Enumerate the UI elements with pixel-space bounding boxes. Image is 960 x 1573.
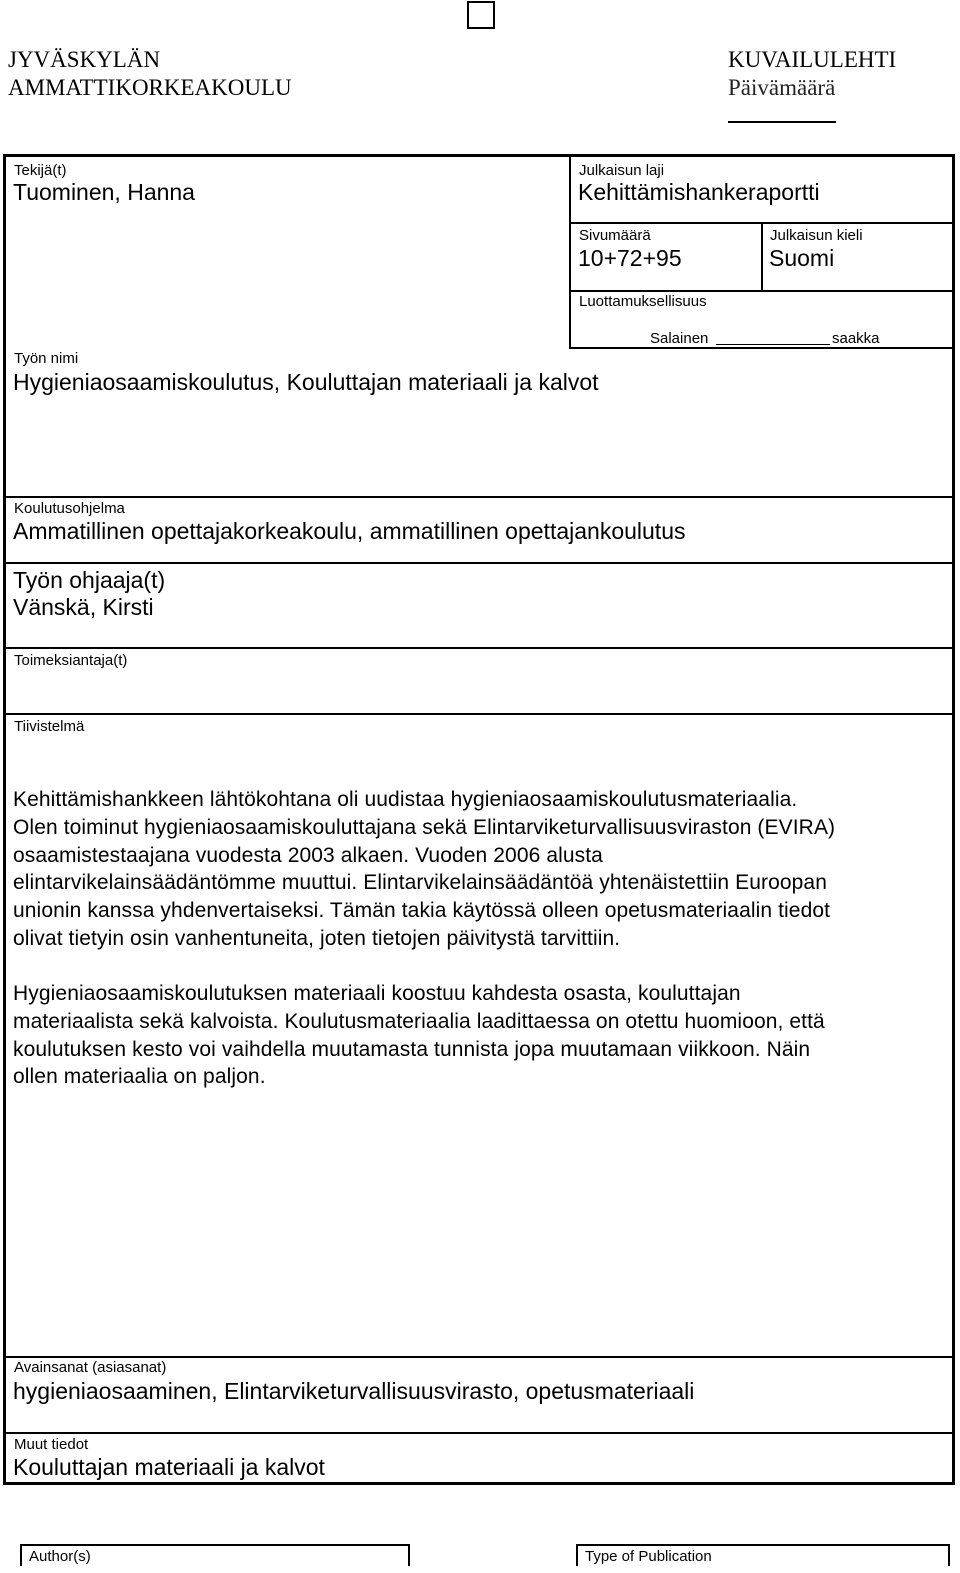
program-label: Koulutusohjelma [14,500,125,517]
column-divider [569,154,571,349]
divider [4,713,954,715]
divider [569,347,953,349]
pages-label: Sivumäärä [579,227,651,244]
language-value: Suomi [769,245,835,271]
other-info-label: Muut tiedot [14,1436,89,1453]
keywords-value: hygieniaosaaminen, Elintarviketurvallisuusvirasto, opetusmateriaali [13,1378,695,1404]
author-label: Tekijä(t) [14,162,67,179]
abstract-line: elintarvikelainsäädäntömme muuttui. Elintarvikelainsäädäntöä yhtenäistettiin Euroopan [13,871,827,895]
abstract-line: Olen toiminut hygieniaosaamiskouluttajana sekä Elintarviketurvallisuusviraston (EVIRA) [13,815,836,839]
pubtype-en-box [576,1544,950,1566]
other-info-value: Kouluttajan materiaali ja kalvot [13,1454,325,1480]
abstract-line: Kehittämishankkeen lähtökohtana oli uudistaa hygieniaosaamiskoulutusmateriaalia. [13,788,798,811]
abstract-label: Tiivistelmä [14,718,85,735]
pubtype-en-label: Type of Publication [585,1548,712,1565]
author-en-box [20,1544,410,1566]
secret-until-line [716,344,830,345]
checkbox[interactable] [467,1,495,29]
column-divider [761,222,763,292]
supervisor-label: Työn ohjaaja(t) [13,567,166,593]
institution-name: JYVÄSKYLÄN AMMATTIKORKEAKOULU [8,47,292,100]
abstract-paragraph-2 [13,980,825,1091]
confidentiality-label: Luottamuksellisuus [579,293,707,310]
date-label: Päivämäärä [728,75,836,100]
abstract-paragraph-1 [13,786,835,953]
language-label: Julkaisun kieli [770,227,863,244]
date-line [728,121,836,123]
abstract-line: unionin kanssa yhdenvertaiseksi. Tämän takia käytössä olleen opetusmateriaalin tiedot [13,899,831,923]
abstract-line: materiaalista sekä kalvoista. Koulutusmateriaalia laadittaessa on otettu huomioon, että [13,1009,825,1033]
commissioner-label: Toimeksiantaja(t) [14,652,128,669]
secret-label: Salainen [650,330,709,347]
author-value: Tuominen, Hanna [13,179,195,205]
divider [4,1356,954,1358]
pages-value: 10+72+95 [578,245,682,271]
divider [4,496,954,498]
divider [4,647,954,649]
publication-type-label: Julkaisun laji [579,162,665,179]
title-value: Hygieniaosaamiskoulutus, Kouluttajan materiaali ja kalvot [13,369,599,395]
until-label: saakka [832,330,880,347]
abstract-line: koulutuksen kesto voi vaihdella muutamasta tunnista jopa muutamaan viikkoon. Näin [13,1037,811,1061]
publication-type-value: Kehittämishankeraportti [578,179,820,205]
keywords-label: Avainsanat (asiasanat) [14,1359,167,1376]
divider [569,290,953,292]
abstract-line: osaamistestaajana vuodesta 2003 alkaen. Vuoden 2006 alusta [13,843,603,867]
divider [4,562,954,564]
title-label: Työn nimi [14,350,79,367]
abstract-line: Hygieniaosaamiskoulutuksen materiaali koostuu kahdesta osasta, kouluttajan [13,982,741,1005]
divider [4,1432,954,1434]
program-value: Ammatillinen opettajakorkeakoulu, ammatillinen opettajankoulutus [13,518,686,544]
abstract-line: ollen materiaalia on paljon. [13,1065,266,1089]
supervisor-value: Vänskä, Kirsti [13,594,154,620]
abstract-line: olivat tietyin osin vanhentuneita, joten tietojen päivitystä tarvittiin. [13,926,621,950]
form-title: KUVAILULEHTI [728,47,897,72]
author-en-label: Author(s) [29,1548,91,1565]
